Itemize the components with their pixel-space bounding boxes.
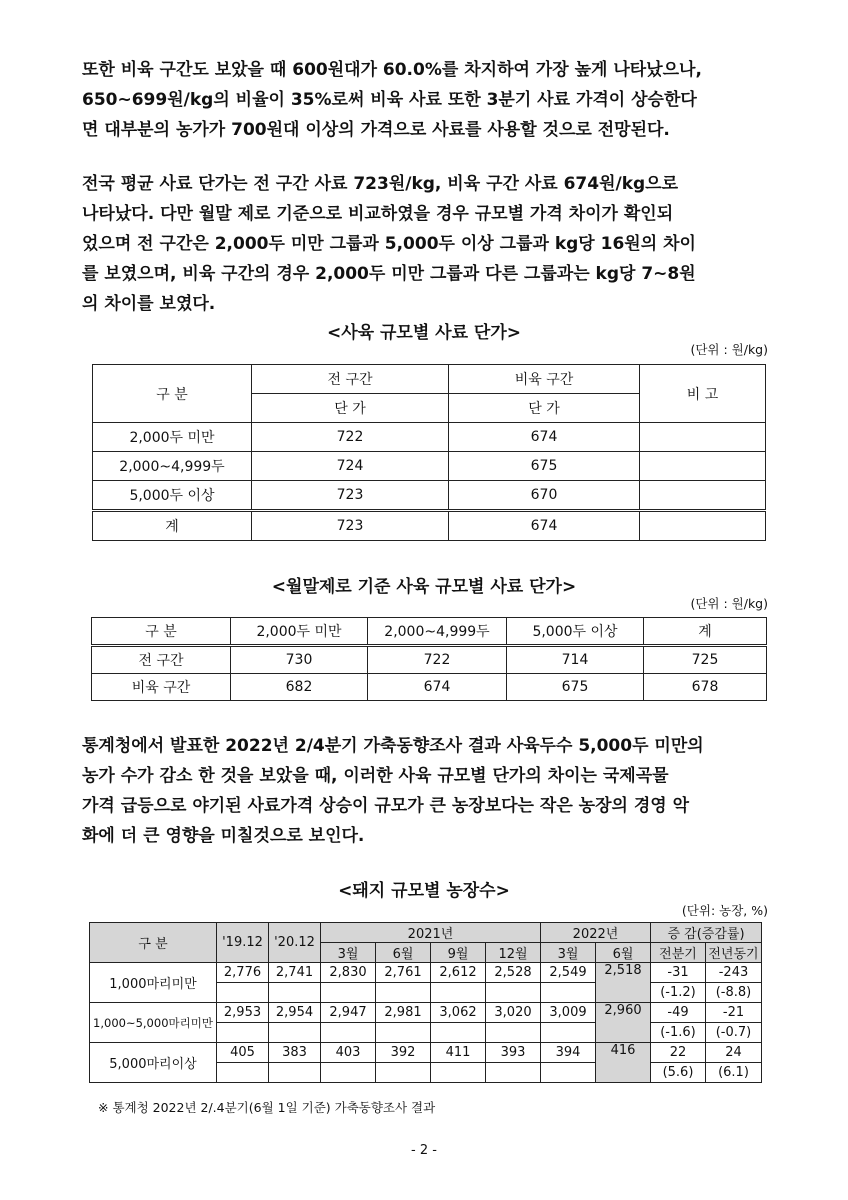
cell-prev-year-rate: (-8.8) [706, 983, 762, 1003]
table-cell: 674 [368, 674, 507, 701]
table-cell: 2,776 [217, 963, 269, 983]
row-label: 5,000두 이상 [93, 481, 252, 511]
table3-header-month: 12월 [486, 943, 541, 963]
paragraph-line: 가격 급등으로 야기된 사료가격 상승이 규모가 큰 농장보다는 작은 농장의 경영 악 [82, 796, 690, 816]
table-cell: 3,062 [431, 1003, 486, 1023]
table1-header-fattening: 비육 구간 [449, 365, 640, 394]
cell-prev-year: -243 [706, 963, 762, 983]
table-row [90, 1003, 762, 1023]
row-label: 5,000마리이상 [90, 1043, 217, 1083]
table-cell: 411 [431, 1043, 486, 1063]
table-cell: 675 [507, 674, 644, 701]
table-row [93, 481, 766, 511]
table3-footnote: ※ 통계청 2022년 2/.4분기(6월 1일 기준) 가축동향조사 결과 [98, 1100, 436, 1115]
page-number: - 2 - [411, 1143, 437, 1158]
table2-header: 2,000두 미만 [231, 618, 368, 646]
row-label: 1,000~5,000마리미만 [90, 1003, 217, 1043]
cell-fattening: 675 [449, 452, 640, 481]
table3-header-prev-quarter: 전분기 [651, 943, 706, 963]
table3-header-category: 구 분 [90, 923, 217, 963]
table2-header: 계 [644, 618, 767, 646]
cell-all: 723 [252, 481, 449, 511]
paragraph-line: 650~699원/kg의 비율이 35%로써 비육 사료 또한 3분기 사료 가격이 상승한다 [82, 90, 697, 110]
table3-unit: (단위: 농장, %) [681, 903, 768, 918]
table-cell: 2,981 [376, 1003, 431, 1023]
paragraph-line: 화에 더 큰 영향을 미칠것으로 보인다. [82, 826, 365, 846]
table1-header-category: 구 분 [93, 365, 252, 423]
table1-header-all: 전 구간 [252, 365, 449, 394]
table2-header: 5,000두 이상 [507, 618, 644, 646]
table-row [92, 646, 767, 674]
table2-header: 구 분 [92, 618, 231, 646]
table-cell: 714 [507, 646, 644, 674]
table3-caption: <돼지 규모별 농장수> [338, 881, 510, 901]
table-cell: 2,947 [321, 1003, 376, 1023]
paragraph-2 [82, 169, 772, 319]
table-row [92, 674, 767, 701]
table-cell-highlight: 2,960 [596, 1003, 651, 1043]
table-cell: 725 [644, 646, 767, 674]
cell-fattening: 674 [449, 511, 640, 541]
table-cell: 403 [321, 1043, 376, 1063]
row-label: 2,000~4,999두 [93, 452, 252, 481]
table-cell: 2,761 [376, 963, 431, 983]
table-row [90, 963, 762, 983]
table-cell: 2,549 [541, 963, 596, 983]
table3-header-month: 9월 [431, 943, 486, 963]
cell-all: 722 [252, 423, 449, 452]
paragraph-line: 통계청에서 발표한 2022년 2/4분기 가축동향조사 결과 사육두수 5,000두 미만의 [82, 736, 704, 756]
table-cell: 2,612 [431, 963, 486, 983]
cell-note [640, 481, 766, 511]
table-cell: 394 [541, 1043, 596, 1063]
row-label: 전 구간 [92, 646, 231, 674]
table-row [93, 423, 766, 452]
table3-header-2012: '20.12 [269, 923, 321, 963]
table3-header-2022: 2022년 [541, 923, 651, 943]
table-cell: 383 [269, 1043, 321, 1063]
table-cell: 2,830 [321, 963, 376, 983]
table1-caption: <사육 규모별 사료 단가> [326, 323, 522, 343]
row-label: 1,000마리미만 [90, 963, 217, 1003]
table2-header: 2,000~4,999두 [368, 618, 507, 646]
table3-header-month: 3월 [541, 943, 596, 963]
table1-header-note: 비 고 [640, 365, 766, 423]
table-cell: 2,954 [269, 1003, 321, 1023]
feed-price-by-scale-table [92, 364, 766, 541]
cell-prev-year: 24 [706, 1043, 762, 1063]
row-label: 비육 구간 [92, 674, 231, 701]
table-row-total [93, 511, 766, 541]
cell-prev-quarter-rate: (5.6) [651, 1063, 706, 1083]
table-cell: 2,953 [217, 1003, 269, 1023]
table-cell-highlight: 2,518 [596, 963, 651, 1003]
cell-note [640, 423, 766, 452]
table-cell: 405 [217, 1043, 269, 1063]
paragraph-line: 면 대부분의 농가가 700원대 이상의 가격으로 사료를 사용할 것으로 전망된다. [82, 120, 670, 140]
table-cell: 2,741 [269, 963, 321, 983]
table-cell-highlight: 416 [596, 1043, 651, 1083]
paragraph-line: 전국 평균 사료 단가는 전 구간 사료 723원/kg, 비육 구간 사료 674원/kg으로 [82, 174, 679, 194]
table3-header-month: 3월 [321, 943, 376, 963]
paragraph-1 [82, 55, 772, 145]
table-cell: 2,528 [486, 963, 541, 983]
cell-note [640, 511, 766, 541]
table2-caption: <월말제로 기준 사육 규모별 사료 단가> [271, 577, 577, 597]
paragraph-3 [82, 731, 772, 851]
table3-header-month: 6월 [596, 943, 651, 963]
table-row [90, 1043, 762, 1063]
cell-fattening: 670 [449, 481, 640, 511]
table1-header-fattening-price: 단 가 [449, 394, 640, 423]
table3-header-month: 6월 [376, 943, 431, 963]
cell-prev-quarter: 22 [651, 1043, 706, 1063]
table-cell: 3,020 [486, 1003, 541, 1023]
cell-prev-quarter-rate: (-1.2) [651, 983, 706, 1003]
table-row [93, 452, 766, 481]
table-cell: 3,009 [541, 1003, 596, 1023]
table3-header-prev-year: 전년동기 [706, 943, 762, 963]
table3-header-1912: '19.12 [217, 923, 269, 963]
month-end-feed-price-table [91, 617, 767, 701]
table-cell: 392 [376, 1043, 431, 1063]
cell-prev-quarter: -49 [651, 1003, 706, 1023]
pig-farms-by-scale-table [89, 922, 762, 1083]
paragraph-line: 농가 수가 감소 한 것을 보았을 때, 이러한 사육 규모별 단가의 차이는 국제곡물 [82, 766, 669, 786]
table3-header-2021: 2021년 [321, 923, 541, 943]
table2-unit: (단위 : 원/kg) [690, 596, 768, 611]
table-cell: 730 [231, 646, 368, 674]
paragraph-line: 의 차이를 보였다. [82, 294, 216, 314]
cell-prev-year-rate: (-0.7) [706, 1023, 762, 1043]
cell-all: 724 [252, 452, 449, 481]
paragraph-line: 었으며 전 구간은 2,000두 미만 그룹과 5,000두 이상 그룹과 kg당 16원의 차이 [82, 234, 696, 254]
table-cell: 393 [486, 1043, 541, 1063]
table1-header-all-price: 단 가 [252, 394, 449, 423]
table1-unit: (단위 : 원/kg) [690, 342, 768, 357]
cell-prev-year: -21 [706, 1003, 762, 1023]
paragraph-line: 또한 비육 구간도 보았을 때 600원대가 60.0%를 차지하여 가장 높게 나타났으나, [82, 60, 702, 80]
table-cell: 678 [644, 674, 767, 701]
cell-note [640, 452, 766, 481]
cell-fattening: 674 [449, 423, 640, 452]
cell-prev-year-rate: (6.1) [706, 1063, 762, 1083]
table-cell: 682 [231, 674, 368, 701]
paragraph-line: 나타났다. 다만 월말 제로 기준으로 비교하였을 경우 규모별 가격 차이가 확인되 [82, 204, 674, 224]
table-cell: 722 [368, 646, 507, 674]
cell-prev-quarter: -31 [651, 963, 706, 983]
table3-header-change: 증 감(증감률) [651, 923, 762, 943]
cell-prev-quarter-rate: (-1.6) [651, 1023, 706, 1043]
row-label: 2,000두 미만 [93, 423, 252, 452]
row-label: 계 [93, 511, 252, 541]
paragraph-line: 를 보였으며, 비육 구간의 경우 2,000두 미만 그룹과 다른 그룹과는 kg당 7~8원 [82, 264, 696, 284]
cell-all: 723 [252, 511, 449, 541]
